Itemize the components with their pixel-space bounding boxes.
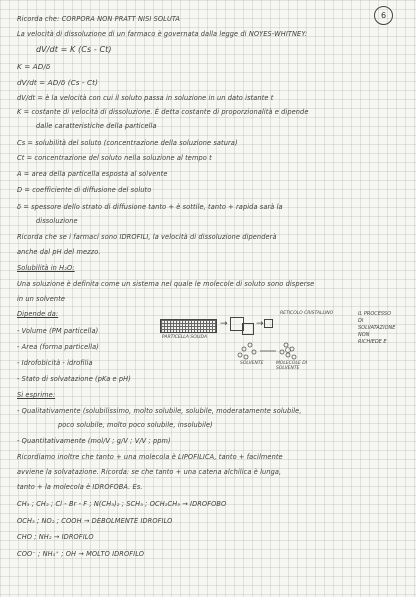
lattice-box bbox=[242, 323, 254, 335]
list-item: - Stato di solvatazione (pKa e pH) bbox=[17, 375, 131, 383]
text-line: poco solubile, molto poco solubile, insolubile) bbox=[58, 421, 213, 429]
text-line: Ricorda che se i farmaci sono IDROFILI, la velocità di dissoluzione dipenderà bbox=[17, 233, 277, 241]
text-line: anche dal pH del mezzo. bbox=[17, 248, 101, 256]
text-line: Ricorda che: CORPORA NON PRATT NISI SOLUTA bbox=[17, 15, 181, 23]
formula-line: dV/dt = AD/δ (Cs - Ct) bbox=[17, 78, 98, 87]
list-item: - Qualitativamente (solubilissimo, molto solubile, solubile, moderatamente solubile, bbox=[17, 407, 302, 415]
arrow-icon: → bbox=[220, 319, 228, 329]
text-line: δ = spessore dello strato di diffusione tanto + è sottile, tanto + rapida sarà la bbox=[17, 203, 283, 211]
text-line: dissoluzione bbox=[36, 217, 78, 225]
solvated-label: MOLECOLE DI SOLVENTE bbox=[276, 361, 308, 371]
text-line: CH₃ ; CH₂ ; Cl - Br - F ; N(CH₃)₂ ; SCH₃ ; OCH₂CH₃ → IDROFOBO bbox=[17, 500, 227, 508]
list-item: - Quantitativamente (mol/V ; g/V ; V/V ; ppm) bbox=[17, 437, 171, 445]
solvent-label: SOLVENTE bbox=[240, 361, 264, 366]
list-item: - Volume (PM particella) bbox=[17, 327, 99, 335]
text-line: avviene la solvatazione. Ricorda: se che tanto + una catena alchilica è lunga, bbox=[17, 468, 282, 476]
list-item: - Idrofobicità - idrofilia bbox=[17, 359, 93, 367]
text-line: dV/dt = è la velocità con cui il soluto passa in soluzione in un dato istante t bbox=[17, 94, 274, 102]
arrow-icon: → bbox=[256, 319, 264, 329]
text-line: tanto + la molecola è IDROFOBA. Es. bbox=[17, 483, 143, 491]
text-line: K = costante di velocità di dissoluzione. È detta costante di proporzionalità e dipende bbox=[17, 108, 309, 116]
solid-particle-label: PARTICELLA SOLIDA bbox=[162, 335, 208, 340]
text-line: in un solvente bbox=[17, 295, 66, 303]
solvation-diagram bbox=[160, 311, 410, 391]
text-line: A = area della particella esposta al solvente bbox=[17, 170, 168, 178]
section-heading: Dipende da: bbox=[17, 310, 59, 318]
section-heading: Si esprime: bbox=[17, 391, 56, 399]
lattice-label: RETICOLO CRISTALLINO bbox=[280, 311, 334, 316]
text-line: COO⁻ ; NH₃⁺ ; OH → MOLTO IDROFILO bbox=[17, 550, 145, 558]
text-line: La velocità di dissoluzione di un farmaco è governata dalla legge di NOYES-WHITNEY: bbox=[17, 30, 308, 38]
solvation-note: IL PROCESSO DI SOLVATAZIONE NON RICHIEDE E bbox=[358, 311, 396, 345]
text-line: Ricordiamo inoltre che tanto + una molecola è LIPOFILICA, tanto + facilmente bbox=[17, 453, 283, 461]
section-heading: Solubilità in H₂O: bbox=[17, 264, 75, 272]
text-line: CHO ; NH₂ → IDROFILO bbox=[17, 533, 94, 541]
text-line: Una soluzione è definita come un sistema nel quale le molecole di soluto sono disperse bbox=[17, 280, 315, 288]
text-line: Cs = solubilità del soluto (concentrazione della soluzione satura) bbox=[17, 139, 238, 147]
solid-particle-drawing bbox=[160, 319, 217, 333]
text-line: OCH₃ ; NO₂ ; COOH → DEBOLMENTE IDROFILO bbox=[17, 517, 173, 525]
formula-line: dV/dt = K (Cs - Ct) bbox=[36, 45, 112, 54]
page-number: 6 bbox=[374, 6, 393, 25]
solvent-molecules-drawing bbox=[230, 335, 330, 385]
list-item: - Area (forma particella) bbox=[17, 343, 99, 351]
formula-line: K = AD/δ bbox=[17, 62, 51, 71]
text-line: dalle caratteristiche della particella bbox=[36, 122, 157, 130]
text-line: Ct = concentrazione del soluto nella soluzione al tempo t bbox=[17, 154, 212, 162]
text-line: D = coefficiente di diffusione del soluto bbox=[17, 186, 152, 194]
lattice-box bbox=[264, 319, 273, 328]
